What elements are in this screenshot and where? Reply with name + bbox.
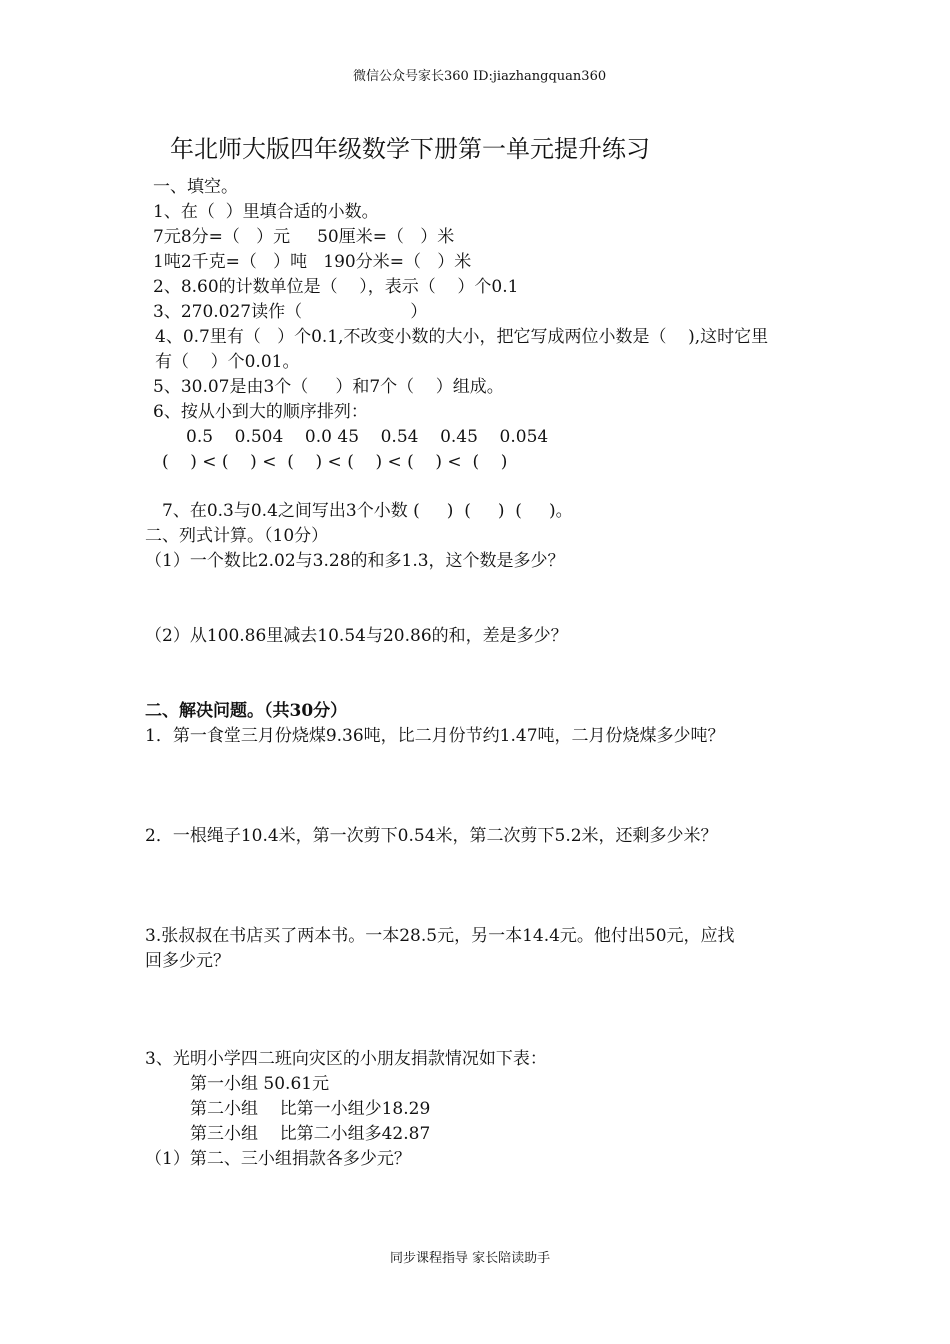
word-problem-4: 3、光明小学四二班向灾区的小朋友捐款情况如下表： [145, 1049, 547, 1069]
section1-heading: 一、填空。 [153, 177, 238, 197]
question-5: 5、30.07是由3个（ ）和7个（ ）组成。 [153, 377, 504, 397]
word-problem-3-line2: 回多少元？ [145, 951, 230, 971]
question-1b: 1吨2千克=（ ）吨 190分米=（ ）米 [153, 252, 472, 272]
page-title: 年北师大版四年级数学下册第一单元提升练习 [170, 135, 650, 163]
question-7: 7、在0.3与0.4之间写出3个小数 ( ) ( ) ( )。 [162, 501, 573, 521]
group-1-donation: 第一小组 50.61元 [190, 1074, 330, 1094]
word-problem-4-subquestion-1: （1）第二、三小组捐款各多少元？ [145, 1149, 411, 1169]
page-header: 微信公众号家长360 ID:jiazhangquan360 [353, 69, 607, 84]
page-footer: 同步课程指导 家长陪读助手 [390, 1251, 551, 1266]
section3-heading: 二、解决问题。（共30分） [145, 701, 348, 721]
word-problem-2: 2．一根绳子10.4米，第一次剪下0.54米，第二次剪下5.2米，还剩多少米？ [145, 826, 718, 846]
question-2: 2、8.60的计数单位是（ ），表示（ ）个0.1 [153, 277, 519, 297]
question-4-line1: 4、0.7里有（ ）个0.1,不改变小数的大小，把它写成两位小数是（ ),这时它里 [155, 327, 769, 347]
question-6-blanks: ( ) < ( ) < ( ) < ( ) < ( ) < ( ) [162, 452, 508, 472]
question-4-line2: 有（ ）个0.01。 [155, 352, 300, 372]
question-3: 3、270.027读作（ ） [153, 302, 428, 322]
group-3-donation: 第三小组 比第二小组多42.87 [190, 1124, 431, 1144]
word-problem-3-line1: 3.张叔叔在书店买了两本书。一本28.5元，另一本14.4元。他付出50元，应找 [145, 926, 735, 946]
calc-problem-2: （2）从100.86里减去10.54与20.86的和，差是多少？ [145, 626, 568, 646]
calc-problem-1: （1）一个数比2.02与3.28的和多1.3，这个数是多少？ [145, 551, 565, 571]
question-1a: 7元8分=（ ）元 50厘米=（ ）米 [153, 227, 455, 247]
question-6-numbers: 0.5 0.504 0.0 45 0.54 0.45 0.054 [186, 427, 549, 447]
word-problem-1: 1．第一食堂三月份烧煤9.36吨，比二月份节约1.47吨，二月份烧煤多少吨？ [145, 726, 725, 746]
question-1: 1、在（ ）里填合适的小数。 [153, 202, 379, 222]
question-6: 6、按从小到大的顺序排列： [153, 402, 368, 422]
section2-heading: 二、列式计算。（10分） [145, 526, 329, 546]
group-2-donation: 第二小组 比第一小组少18.29 [190, 1099, 431, 1119]
